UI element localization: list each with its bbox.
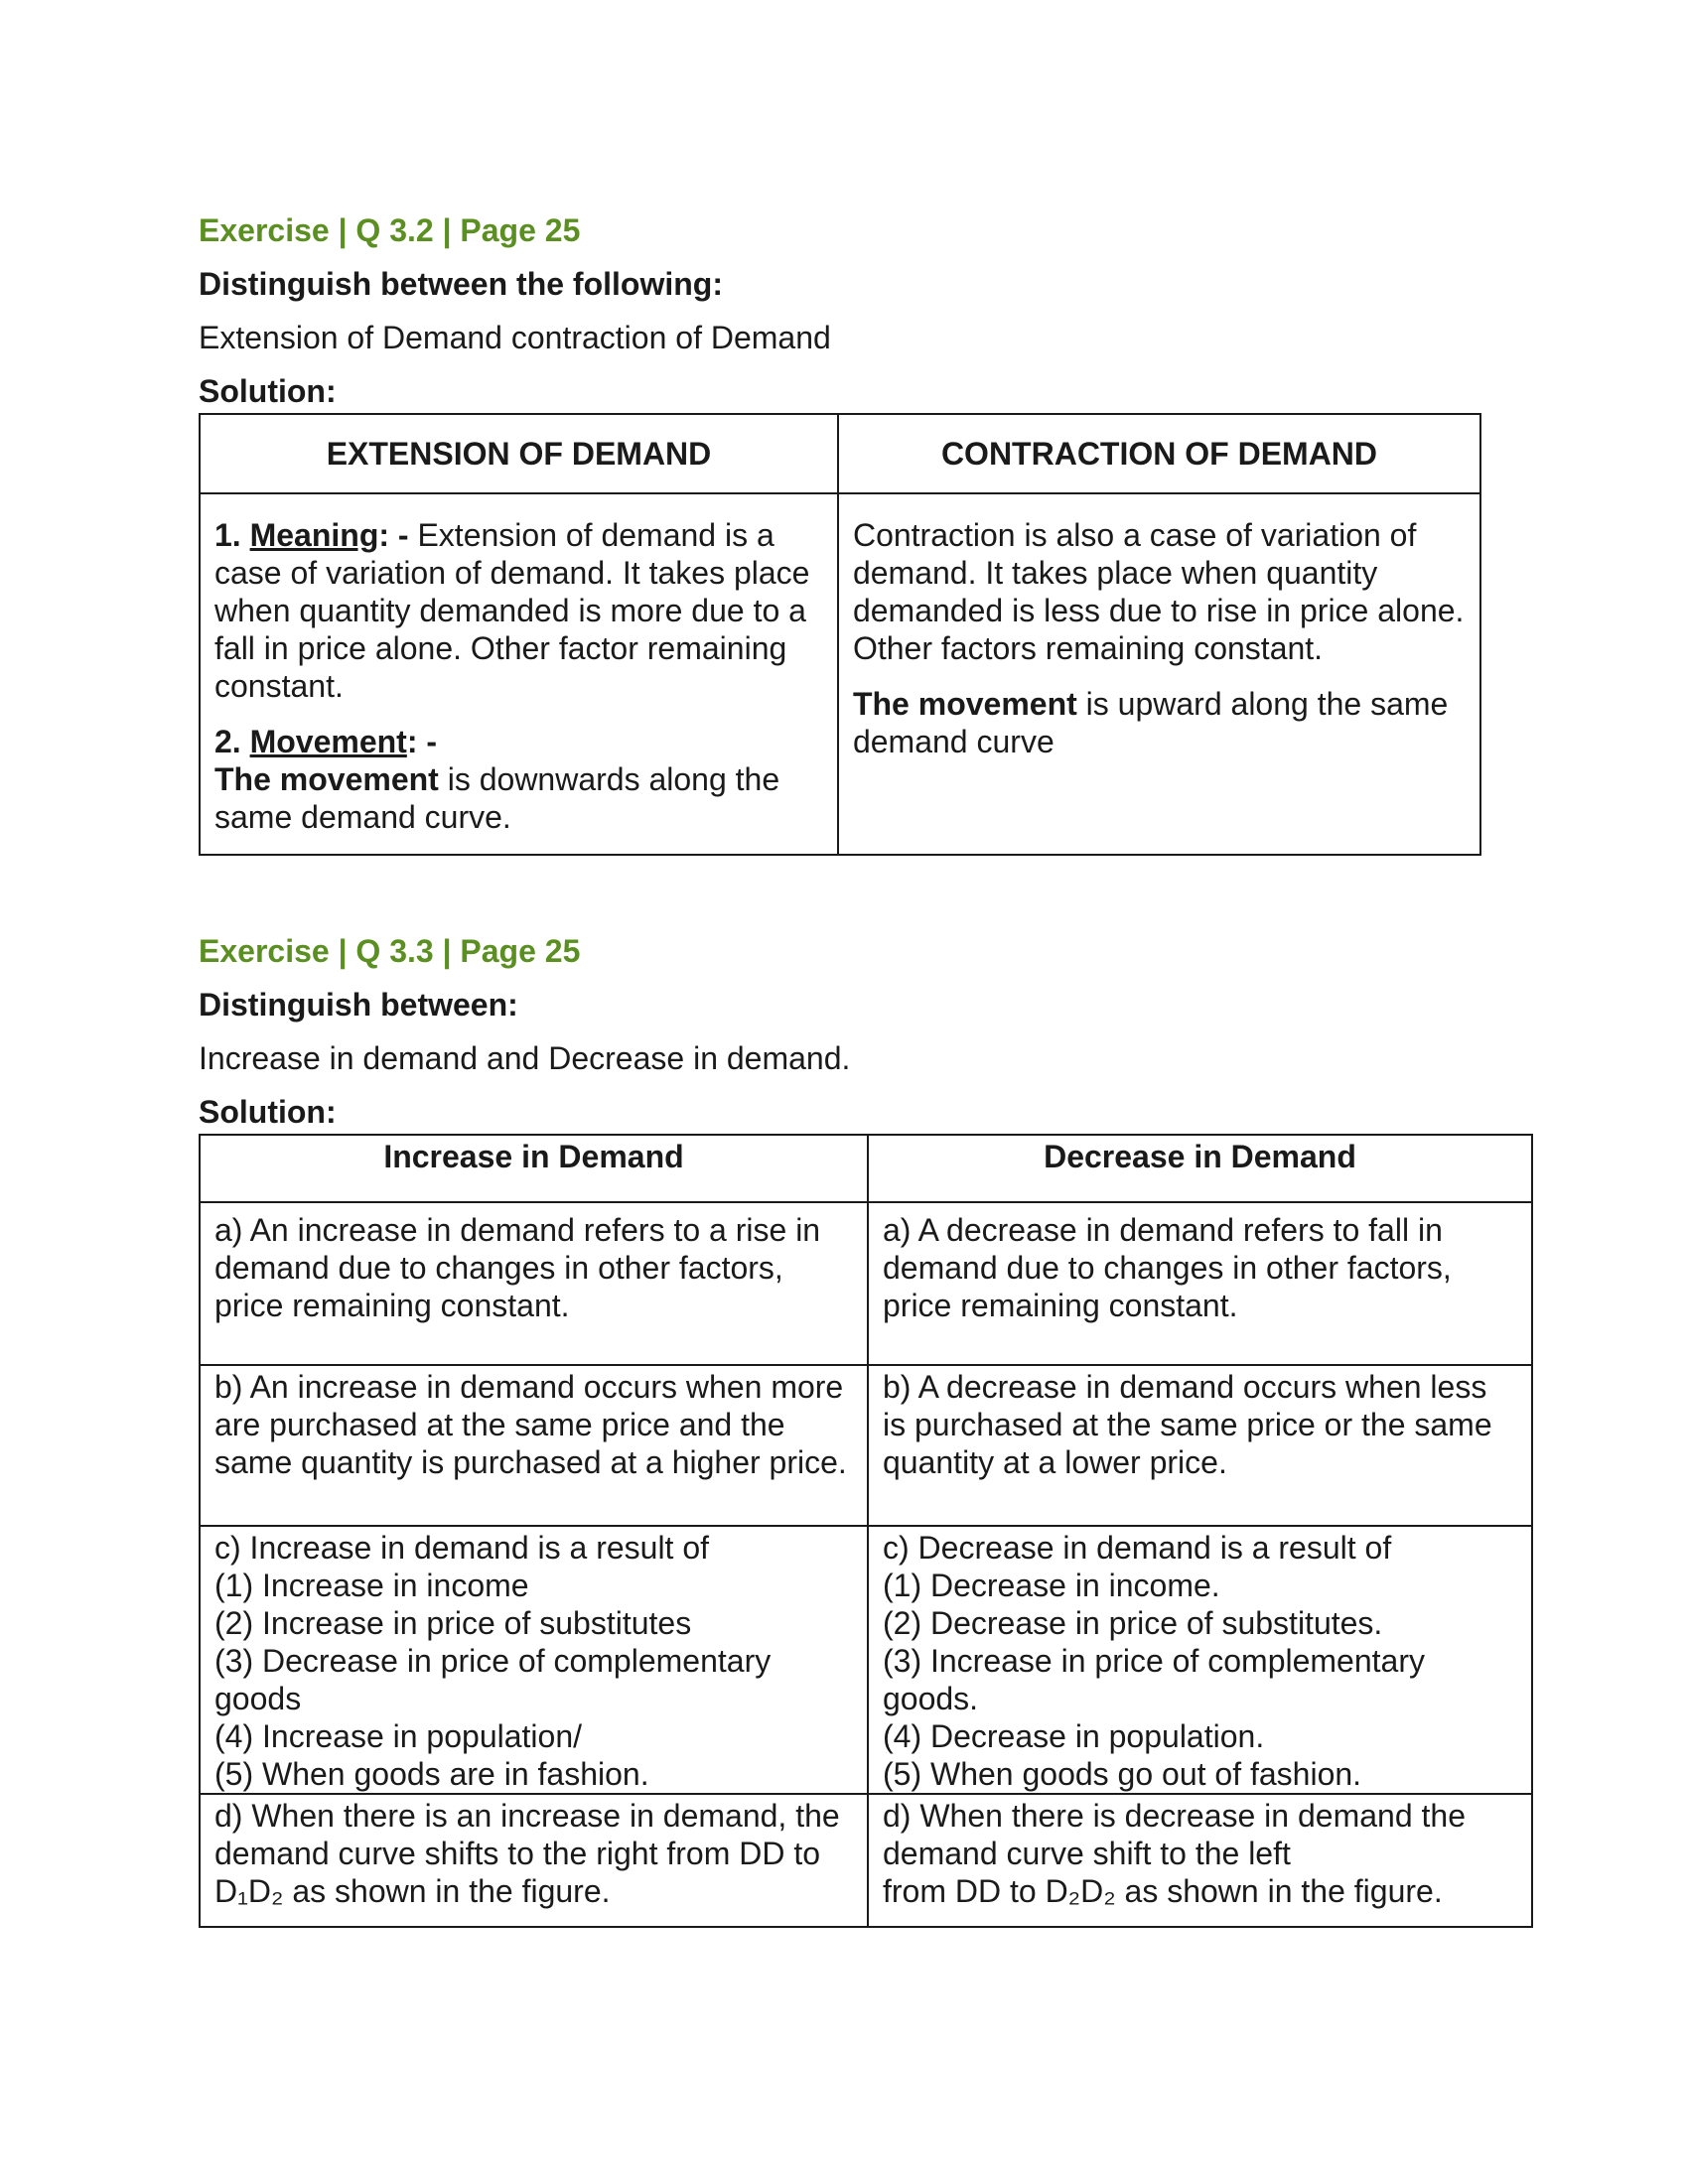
table-body: [200, 1202, 1532, 1927]
exercise-section-q3-2: [199, 210, 1481, 856]
cell-line: (5) When goods go out of fashion.: [882, 1756, 1362, 1792]
table-cell: [838, 493, 1480, 855]
exercise-heading: Exercise | Q 3.3 | Page 25: [199, 933, 581, 969]
table-cell: [868, 1794, 1532, 1927]
table-cell: [200, 1526, 868, 1794]
cell-line: (2) Increase in price of substitutes: [214, 1605, 692, 1641]
solution-label: Solution:: [199, 373, 337, 409]
movement-text: is upward along the same demand curve: [852, 686, 1449, 759]
comparison-table-extension-contraction: [199, 413, 1481, 856]
cell-line: (5) When goods are in fashion.: [214, 1756, 649, 1792]
movement-number: 2.: [214, 724, 250, 759]
table-cell: [200, 493, 838, 855]
cell-line: a) An increase in demand refers to a rise in demand due to changes in other factors, price remaining constant.: [214, 1212, 821, 1323]
movement-bold: The movement: [214, 761, 439, 797]
movement-label: Movement: [249, 724, 407, 759]
question-text: Extension of Demand contraction of Demand: [199, 320, 831, 355]
cell-line: (1) Increase in income: [214, 1568, 529, 1603]
table-row: [200, 1526, 1532, 1794]
column-header: Increase in Demand: [200, 1135, 868, 1202]
cell-line: (1) Decrease in income.: [882, 1568, 1220, 1603]
comparison-table-increase-decrease: [199, 1134, 1533, 1928]
table-row: [200, 1202, 1532, 1365]
cell-line: (4) Decrease in population.: [882, 1718, 1265, 1754]
table-header-row: [200, 414, 1480, 493]
table-cell: [200, 1794, 868, 1927]
cell-line: b) An increase in demand occurs when more are purchased at the same price and the same quantity is purchased at a higher price.: [214, 1369, 847, 1480]
solution-label: Solution:: [199, 1094, 337, 1130]
column-header: EXTENSION OF DEMAND: [200, 414, 838, 493]
meaning-text: Extension of demand is a case of variation of demand. It takes place when quantity demanded is more due to a fall in price alone. Other factor remaining constant.: [214, 517, 810, 704]
movement-text: is downwards along the same demand curve.: [214, 761, 780, 835]
contraction-paragraph: Contraction is also a case of variation of demand. It takes place when quantity demanded is less due to rise in price alone. Other factors remaining constant.: [852, 517, 1465, 666]
contraction-movement-paragraph: [853, 685, 1466, 760]
cell-line: (2) Decrease in price of substitutes.: [882, 1605, 1383, 1641]
exercise-heading: Exercise | Q 3.2 | Page 25: [199, 212, 581, 248]
question-text: Increase in demand and Decrease in demand.: [199, 1040, 851, 1076]
column-header: CONTRACTION OF DEMAND: [838, 414, 1480, 493]
table-header-row: [200, 1135, 1532, 1202]
table-row: [200, 493, 1480, 855]
table-row: [200, 1365, 1532, 1526]
question-title: Distinguish between:: [199, 987, 518, 1023]
cell-line: from DD to D₂D₂ as shown in the figure.: [882, 1873, 1443, 1909]
table-row: [200, 1794, 1532, 1927]
cell-line: c) Increase in demand is a result of: [214, 1530, 710, 1566]
exercise-section-q3-3: [199, 931, 1533, 1928]
cell-line: a) A decrease in demand refers to fall in demand due to changes in other factors, price remaining constant.: [882, 1212, 1452, 1323]
cell-line: (4) Increase in population/: [214, 1718, 582, 1754]
table-cell: [868, 1202, 1532, 1365]
table-cell: [868, 1526, 1532, 1794]
table-cell: [200, 1365, 868, 1526]
column-header: Decrease in Demand: [868, 1135, 1532, 1202]
meaning-number: 1.: [214, 517, 250, 553]
cell-line: (3) Decrease in price of complementary goods: [214, 1643, 772, 1716]
cell-line: b) A decrease in demand occurs when less is purchased at the same price or the same quantity at a lower price.: [882, 1369, 1492, 1480]
cell-line: d) When there is decrease in demand the demand curve shift to the left: [882, 1798, 1466, 1871]
meaning-paragraph: [214, 516, 823, 705]
cell-line: d) When there is an increase in demand, the demand curve shifts to the right from DD to D₁D₂ as shown in the figure.: [214, 1798, 840, 1909]
meaning-separator: : -: [378, 517, 418, 553]
table-cell: [868, 1365, 1532, 1526]
question-title: Distinguish between the following:: [199, 266, 723, 302]
meaning-label: Meaning: [249, 517, 379, 553]
table-cell: [200, 1202, 868, 1365]
movement-separator: : -: [406, 724, 438, 759]
cell-line: c) Decrease in demand is a result of: [882, 1530, 1392, 1566]
movement-paragraph: [214, 723, 823, 836]
cell-line: (3) Increase in price of complementary goods.: [882, 1643, 1425, 1716]
movement-bold: The movement: [852, 686, 1077, 722]
